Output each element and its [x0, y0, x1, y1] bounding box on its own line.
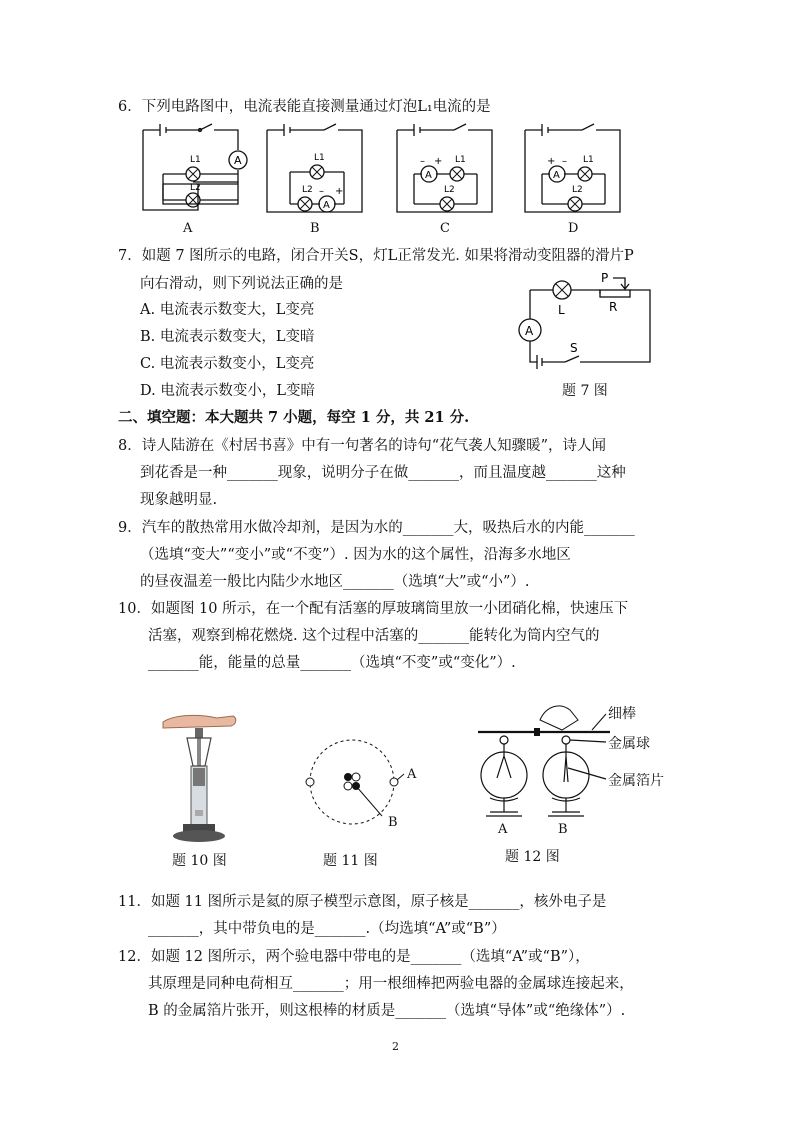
q11-line2: _______，其中带负电的是_______.（均选填“A”或“B”）	[148, 921, 506, 937]
svg-text:+: +	[547, 156, 556, 167]
svg-text:L2: L2	[190, 183, 201, 193]
fig10-caption: 题 10 图	[172, 853, 227, 869]
q11-line1: 11．如题 11 图所示是氦的原子模型示意图，原子核是_______，核外电子是	[118, 894, 607, 910]
q12-line1: 12．如题 12 图所示，两个验电器中带电的是_______（选填“A”或“B”），	[118, 949, 590, 965]
svg-text:+: +	[434, 156, 443, 167]
q6-circuit-c	[392, 122, 502, 217]
fig11-label-b: B	[388, 815, 398, 830]
svg-text:+: +	[335, 186, 344, 197]
fig12-rod-label: 细棒	[608, 706, 636, 722]
q6-circuit-d	[520, 122, 630, 217]
q8-line2: 到花香是一种_______现象，说明分子在做_______，而且温度越_______这种	[140, 465, 626, 481]
q7-figure-caption: 题 7 图	[562, 383, 608, 399]
q7-option-b: B. 电流表示数变大，L变暗	[140, 329, 315, 345]
q7-circuit	[515, 272, 665, 377]
svg-text:–: –	[420, 156, 425, 167]
fig12-caption: 题 12 图	[505, 849, 560, 865]
svg-text:L2: L2	[302, 185, 313, 195]
q6-option-a: A	[183, 221, 193, 236]
q6-option-d: D	[568, 221, 579, 236]
svg-text:–: –	[319, 186, 324, 197]
svg-text:S: S	[570, 341, 578, 355]
svg-text:A: A	[525, 324, 534, 338]
fig12-label-b: B	[558, 822, 568, 837]
q6-circuit-a	[138, 122, 248, 212]
svg-text:L1: L1	[583, 155, 594, 165]
fig11-atom-model	[300, 730, 420, 840]
q6-option-b: B	[310, 221, 320, 236]
svg-text:L2: L2	[572, 185, 583, 195]
fig12-ball-label: 金属球	[608, 736, 650, 752]
svg-text:L: L	[558, 303, 565, 317]
svg-text:A: A	[234, 154, 242, 167]
q6-option-c: C	[440, 221, 450, 236]
svg-text:A: A	[323, 200, 330, 211]
svg-text:–: –	[562, 156, 567, 167]
fig12-foil-label: 金属箔片	[608, 773, 664, 789]
svg-text:L2: L2	[444, 185, 455, 195]
q8-line3: 现象越明显.	[140, 492, 218, 508]
svg-text:L1: L1	[455, 155, 466, 165]
q12-line3: B 的金属箔片张开，则这根棒的材质是_______（选填“导体”或“绝缘体”）.	[148, 1003, 626, 1019]
q9-line3: 的昼夜温差一般比内陆少水地区_______（选填“大”或“小”）.	[140, 574, 530, 590]
q9-line1: 9．汽车的散热常用水做冷却剂，是因为水的_______大，吸热后水的内能_______	[118, 520, 635, 536]
fig11-label-a: A	[407, 767, 417, 782]
svg-text:R: R	[609, 300, 618, 314]
fig11-caption: 题 11 图	[323, 853, 378, 869]
svg-text:L1: L1	[190, 155, 201, 165]
q7-line1: 7．如题 7 图所示的电路，闭合开关S，灯L正常发光. 如果将滑动变阻器的滑片P	[118, 248, 634, 264]
fig12-label-a: A	[498, 822, 508, 837]
svg-text:A: A	[553, 170, 560, 181]
q12-line2: 其原理是同种电荷相互_______；用一根细棒把两验电器的金属球连接起来，	[148, 976, 634, 992]
svg-text:L1: L1	[314, 153, 325, 163]
q10-line2: 活塞，观察到棉花燃烧. 这个过程中活塞的_______能转化为筒内空气的	[148, 628, 600, 644]
q7-line2: 向右滑动，则下列说法正确的是	[140, 276, 343, 292]
q6-circuit-b	[262, 122, 372, 217]
fig10-piston-apparatus	[155, 710, 245, 845]
section2-heading: 二、填空题：本大题共 7 小题，每空 1 分，共 21 分.	[118, 409, 470, 426]
svg-text:P: P	[601, 271, 609, 285]
q7-option-a: A. 电流表示数变大，L变亮	[140, 302, 315, 318]
svg-text:A: A	[425, 170, 432, 181]
page-number: 2	[392, 1040, 399, 1053]
q10-line1: 10．如题图 10 所示，在一个配有活塞的厚玻璃筒里放一小团硝化棉，快速压下	[118, 601, 629, 617]
q6-text: 6．下列电路图中，电流表能直接测量通过灯泡L₁电流的是	[118, 99, 491, 115]
q7-option-d: D. 电流表示数变小，L变暗	[140, 383, 315, 399]
q10-line3: _______能，能量的总量_______（选填“不变”或“变化”）.	[148, 655, 516, 671]
q8-line1: 8．诗人陆游在《村居书喜》中有一句著名的诗句“花气袭人知骤暖”，诗人闻	[118, 438, 607, 454]
q7-option-c: C. 电流表示数变小，L变亮	[140, 356, 315, 372]
q9-line2: （选填“变大”“变小”或“不变”）. 因为水的这个属性，沿海多水地区	[140, 547, 571, 563]
